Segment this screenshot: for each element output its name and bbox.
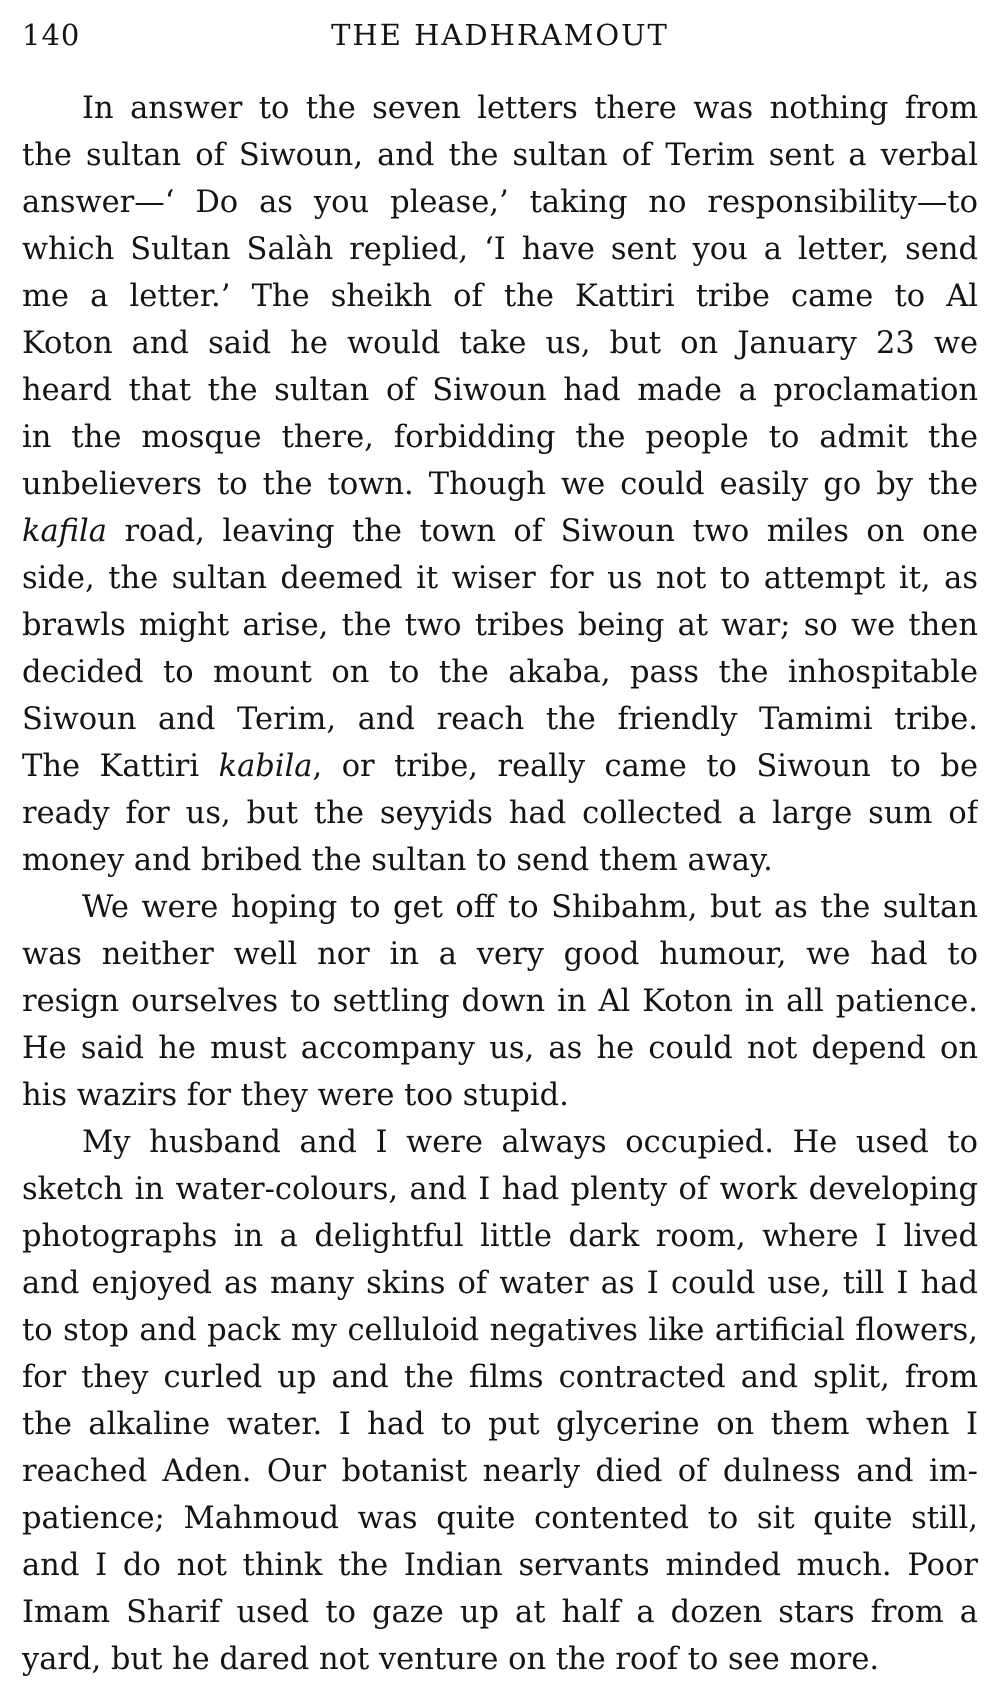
paragraph-1-line-4: which Sultan Salàh replied, ‘I have sent you a letter, send: [22, 232, 978, 267]
paragraph-3-line-10: and I do not think the Indian servants minded much. Poor: [22, 1548, 978, 1583]
paragraph-1-line-3: answer—‘ Do as you please,’ taking no responsibility—to: [22, 185, 978, 220]
paragraph-1-line-12: brawls might arise, the two tribes being at war; so we then: [22, 608, 978, 643]
running-title: THE HADHRAMOUT: [331, 18, 669, 52]
paragraph-3-line-6: for they curled up and the films contracted and split, from: [22, 1360, 978, 1395]
paragraph-1-line-1: In answer to the seven letters there was nothing from: [82, 91, 978, 126]
paragraph-2-line-5: his wazirs for they were too stupid.: [22, 1078, 569, 1113]
paragraph-1-line-15: The Kattiri kabila, or tribe, really came to Siwoun to be: [22, 749, 978, 784]
paragraph-3-line-1: My husband and I were always occupied. He used to: [82, 1125, 978, 1160]
paragraph-3-line-9: patience; Mahmoud was quite contented to sit quite still,: [22, 1501, 978, 1536]
paragraph-2-line-3: resign ourselves to settling down in Al Koton in all patience.: [22, 984, 978, 1019]
page-number: 140: [22, 18, 81, 52]
italic-word: kafila: [22, 514, 107, 549]
paragraph-1-line-2: the sultan of Siwoun, and the sultan of Terim sent a verbal: [22, 138, 978, 173]
running-head: [22, 18, 978, 58]
paragraph-1-line-8: in the mosque there, forbidding the people to admit the: [22, 420, 978, 455]
paragraph-2-line-4: He said he must accompany us, as he could not depend on: [22, 1031, 978, 1066]
paragraph-1-line-5: me a letter.’ The sheikh of the Kattiri tribe came to Al: [22, 279, 978, 314]
paragraph-1-line-17: money and bribed the sultan to send them away.: [22, 843, 773, 878]
paragraph-3-line-4: and enjoyed as many skins of water as I could use, till I had: [22, 1266, 978, 1301]
paragraph-1-line-10: kafila road, leaving the town of Siwoun two miles on one: [22, 514, 978, 549]
paragraph-3-line-7: the alkaline water. I had to put glycerine on them when I: [22, 1407, 978, 1442]
paragraph-2-line-1: We were hoping to get off to Shibahm, but as the sultan: [82, 890, 978, 925]
paragraph-1-line-13: decided to mount on to the akaba, pass the inhospitable: [22, 655, 978, 690]
paragraph-3-line-5: to stop and pack my celluloid negatives like artificial flowers,: [22, 1313, 978, 1348]
paragraph-1-line-11: side, the sultan deemed it wiser for us not to attempt it, as: [22, 561, 978, 596]
paragraph-1-line-14: Siwoun and Terim, and reach the friendly Tamimi tribe.: [22, 702, 978, 737]
paragraph-2-line-2: was neither well nor in a very good humour, we had to: [22, 937, 978, 972]
paragraph-3-line-11: Imam Sharif used to gaze up at half a dozen stars from a: [22, 1595, 978, 1630]
body-text: [22, 85, 978, 1683]
paragraph-3-line-2: sketch in water-colours, and I had plenty of work developing: [22, 1172, 978, 1207]
paragraph-1-line-6: Koton and said he would take us, but on January 23 we: [22, 326, 978, 361]
paragraph-3-line-12: yard, but he dared not venture on the roof to see more.: [22, 1642, 880, 1677]
paragraph-1-line-16: ready for us, but the seyyids had collected a large sum of: [22, 796, 978, 831]
paragraph-1-line-7: heard that the sultan of Siwoun had made a proclamation: [22, 373, 978, 408]
paragraph-1-line-9: unbelievers to the town. Though we could easily go by the: [22, 467, 978, 502]
paragraph-3-line-3: photographs in a delightful little dark room, where I lived: [22, 1219, 978, 1254]
paragraph-3-line-8: reached Aden. Our botanist nearly died of dulness and im-: [22, 1454, 978, 1489]
italic-word: kabila: [218, 749, 313, 784]
